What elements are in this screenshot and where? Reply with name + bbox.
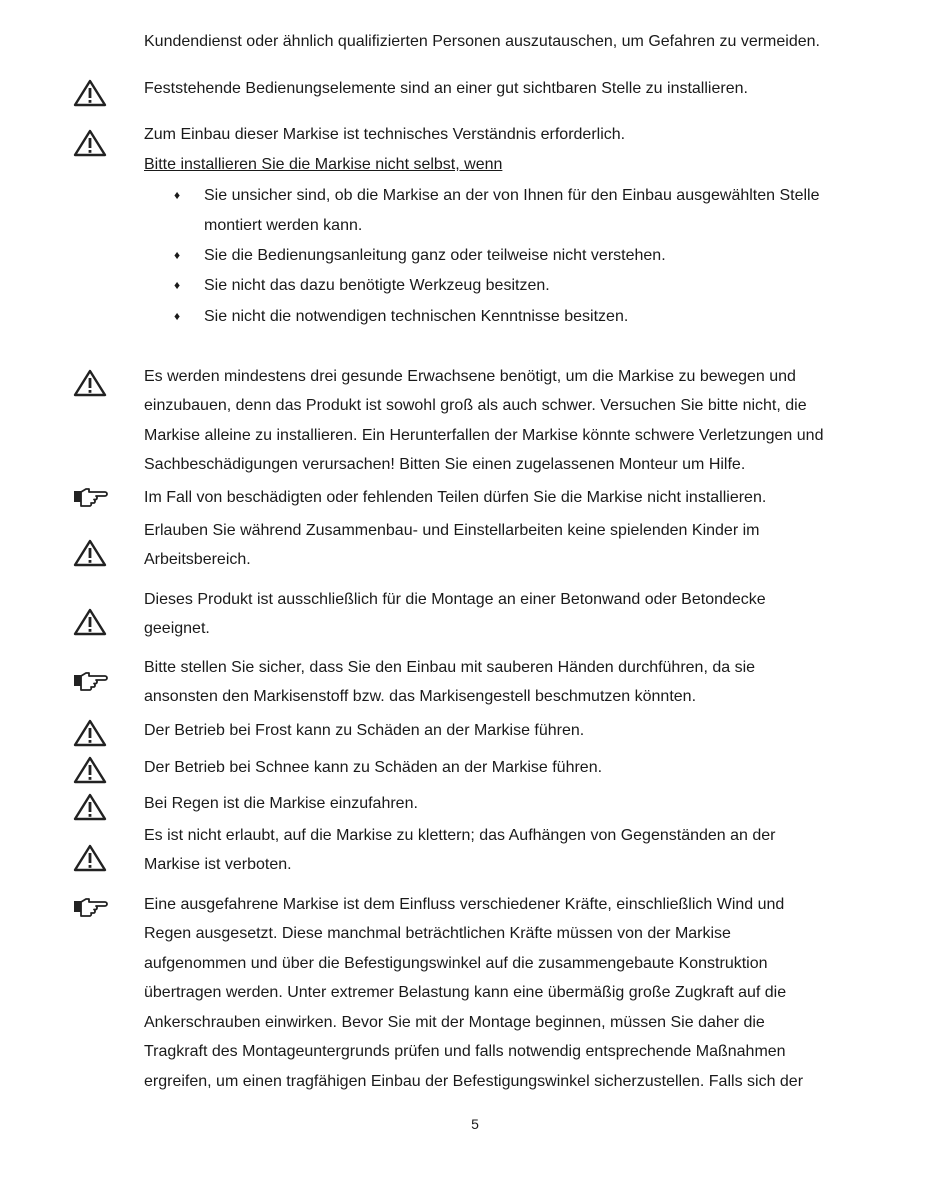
text-line: Regen ausgesetzt. Diese manchmal beträchtlichen Kräfte müssen von der Markise	[144, 925, 731, 942]
text-line: Eine ausgefahrene Markise ist dem Einfluss verschiedener Kräfte, einschließlich Wind und	[144, 896, 785, 913]
text-line: Markise alleine zu installieren. Ein Herunterfallen der Markise könnte schwere Verletzungen und	[144, 427, 824, 444]
warning-triangle-icon	[72, 78, 108, 108]
warning-triangle-icon	[72, 607, 108, 637]
bullet-text: Sie nicht die notwendigen technischen Kenntnisse besitzen.	[204, 308, 629, 325]
text-line: Feststehende Bedienungselemente sind an einer gut sichtbaren Stelle zu installieren.	[144, 80, 748, 97]
text-line: Markise ist verboten.	[144, 856, 292, 873]
bullet-diamond-icon: ♦	[173, 188, 181, 202]
bullet-text: Sie die Bedienungsanleitung ganz oder teilweise nicht verstehen.	[204, 247, 666, 264]
bullet-diamond-icon: ♦	[173, 248, 181, 262]
text-line: Bitte stellen Sie sicher, dass Sie den Einbau mit sauberen Händen durchführen, da sie	[144, 659, 756, 676]
text-line-underlined: Bitte installieren Sie die Markise nicht selbst, wenn	[144, 156, 503, 173]
text-line: übertragen werden. Unter extremer Belastung kann eine übermäßig große Zugkraft auf die	[144, 984, 787, 1001]
pointing-hand-icon	[72, 891, 108, 921]
pointing-hand-icon	[72, 665, 108, 695]
text-line: Es ist nicht erlaubt, auf die Markise zu klettern; das Aufhängen von Gegenständen an der	[144, 827, 776, 844]
warning-triangle-icon	[72, 755, 108, 785]
bullet-text: Sie unsicher sind, ob die Markise an der von Ihnen für den Einbau ausgewählten Stelle	[204, 187, 820, 204]
text-line: geeignet.	[144, 620, 210, 637]
text-line: einzubauen, denn das Produkt ist sowohl groß als auch schwer. Versuchen Sie bitte nicht, die	[144, 397, 807, 414]
text-line: Sachbeschädigungen verursachen! Bitten Sie einen zugelassenen Monteur um Hilfe.	[144, 456, 746, 473]
bullet-text: montiert werden kann.	[204, 217, 363, 234]
text-line: Zum Einbau dieser Markise ist technisches Verständnis erforderlich.	[144, 126, 626, 143]
text-line: Der Betrieb bei Frost kann zu Schäden an der Markise führen.	[144, 722, 585, 739]
text-line: Arbeitsbereich.	[144, 551, 251, 568]
text-line: Erlauben Sie während Zusammenbau- und Einstellarbeiten keine spielenden Kinder im	[144, 522, 760, 539]
text-line: Tragkraft des Montageuntergrunds prüfen und falls notwendig entsprechende Maßnahmen	[144, 1043, 786, 1060]
bullet-diamond-icon: ♦	[173, 278, 181, 292]
text-line: Bei Regen ist die Markise einzufahren.	[144, 795, 418, 812]
pointing-hand-icon	[72, 481, 108, 511]
page-number: 5	[471, 1116, 479, 1132]
text-line: ansonsten den Markisenstoff bzw. das Markisengestell beschmutzen könnten.	[144, 688, 697, 705]
text-line: ergreifen, um einen tragfähigen Einbau der Befestigungswinkel sicherzustellen. Falls sich der	[144, 1073, 804, 1090]
text-line: Es werden mindestens drei gesunde Erwachsene benötigt, um die Markise zu bewegen und	[144, 368, 796, 385]
text-line: Kundendienst oder ähnlich qualifizierten Personen auszutauschen, um Gefahren zu vermeiden.	[144, 33, 820, 50]
text-line: aufgenommen und über die Befestigungswinkel auf die zusammengebaute Konstruktion	[144, 955, 768, 972]
text-line: Dieses Produkt ist ausschließlich für die Montage an einer Betonwand oder Betondecke	[144, 591, 766, 608]
bullet-text: Sie nicht das dazu benötigte Werkzeug besitzen.	[204, 277, 550, 294]
warning-triangle-icon	[72, 128, 108, 158]
warning-triangle-icon	[72, 538, 108, 568]
warning-triangle-icon	[72, 718, 108, 748]
warning-triangle-icon	[72, 368, 108, 398]
bullet-diamond-icon: ♦	[173, 309, 181, 323]
text-line: Im Fall von beschädigten oder fehlenden Teilen dürfen Sie die Markise nicht installieren.	[144, 489, 767, 506]
text-line: Der Betrieb bei Schnee kann zu Schäden an der Markise führen.	[144, 759, 603, 776]
warning-triangle-icon	[72, 792, 108, 822]
text-line: Ankerschrauben einwirken. Bevor Sie mit der Montage beginnen, müssen Sie daher die	[144, 1014, 765, 1031]
warning-triangle-icon	[72, 843, 108, 873]
